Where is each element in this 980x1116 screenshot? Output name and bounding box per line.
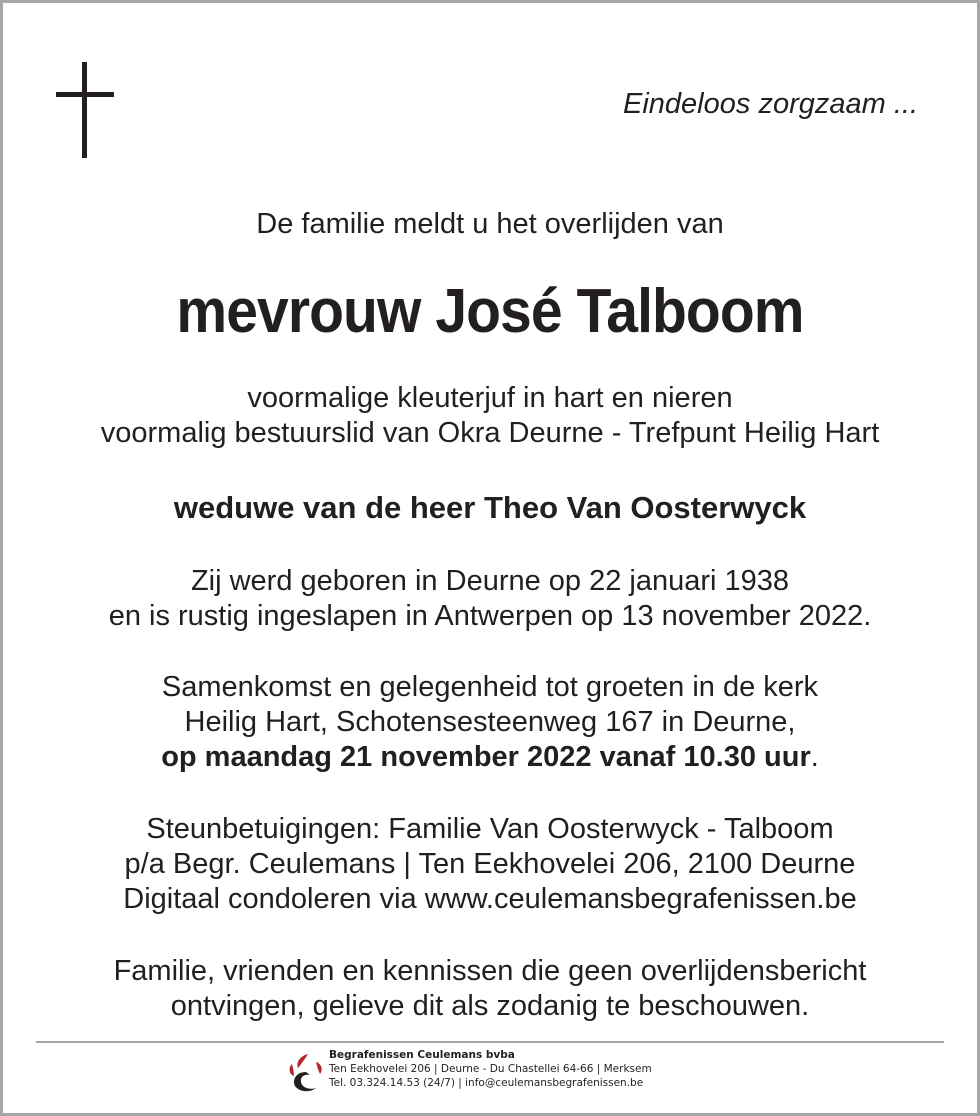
meeting-datetime: op maandag 21 november 2022 vanaf 10.30 uur. xyxy=(161,741,819,773)
company-contact: Tel. 03.324.14.53 (24/7) | info@ceulemansbegrafenissen.be xyxy=(329,1077,644,1089)
birth-line: Zij werd geboren in Deurne op 22 januari 1938 xyxy=(190,565,790,597)
company-name: Begrafenissen Ceulemans bvba xyxy=(329,1049,515,1061)
support-line: Steunbetuigingen: Familie Van Oosterwyck - Talboom xyxy=(146,813,834,845)
condolence-link[interactable]: Digitaal condoleren via www.ceulemansbegrafenissen.be xyxy=(123,883,857,915)
role-line: voormalige kleuterjuf in hart en nieren xyxy=(247,382,733,414)
notice-line: ontvingen, gelieve dit als zodanig te beschouwen. xyxy=(170,990,810,1022)
support-info xyxy=(0,812,980,917)
role-line: voormalig bestuurslid van Okra Deurne - Trefpunt Heilig Hart xyxy=(100,417,880,449)
undertaker-details xyxy=(329,1048,652,1090)
meeting-line: Samenkomst en gelegenheid tot groeten in de kerk xyxy=(161,671,819,703)
support-line: p/a Begr. Ceulemans | Ten Eekhovelei 206, 2100 Deurne xyxy=(124,848,856,880)
roles xyxy=(0,381,980,451)
intro-text: De familie meldt u het overlijden van xyxy=(256,208,724,240)
footer-divider xyxy=(36,1041,944,1043)
motto: Eindeloos zorgzaam ... xyxy=(623,88,918,120)
cross-icon xyxy=(56,62,114,158)
death-line: en is rustig ingeslapen in Antwerpen op 13 november 2022. xyxy=(108,600,872,632)
notice-line: Familie, vrienden en kennissen die geen overlijdensbericht xyxy=(113,955,867,987)
meeting-info xyxy=(0,670,980,775)
birth-death xyxy=(0,564,980,634)
deceased-name: mevrouw José Talboom xyxy=(176,277,804,346)
ceulemans-logo-icon xyxy=(286,1048,326,1094)
notice xyxy=(0,954,980,1024)
widow-of: weduwe van de heer Theo Van Oosterwyck xyxy=(173,490,807,525)
company-addresses: Ten Eekhovelei 206 | Deurne - Du Chastellei 64-66 | Merksem xyxy=(329,1063,652,1075)
meeting-line: Heilig Hart, Schotensesteenweg 167 in Deurne, xyxy=(184,706,796,738)
